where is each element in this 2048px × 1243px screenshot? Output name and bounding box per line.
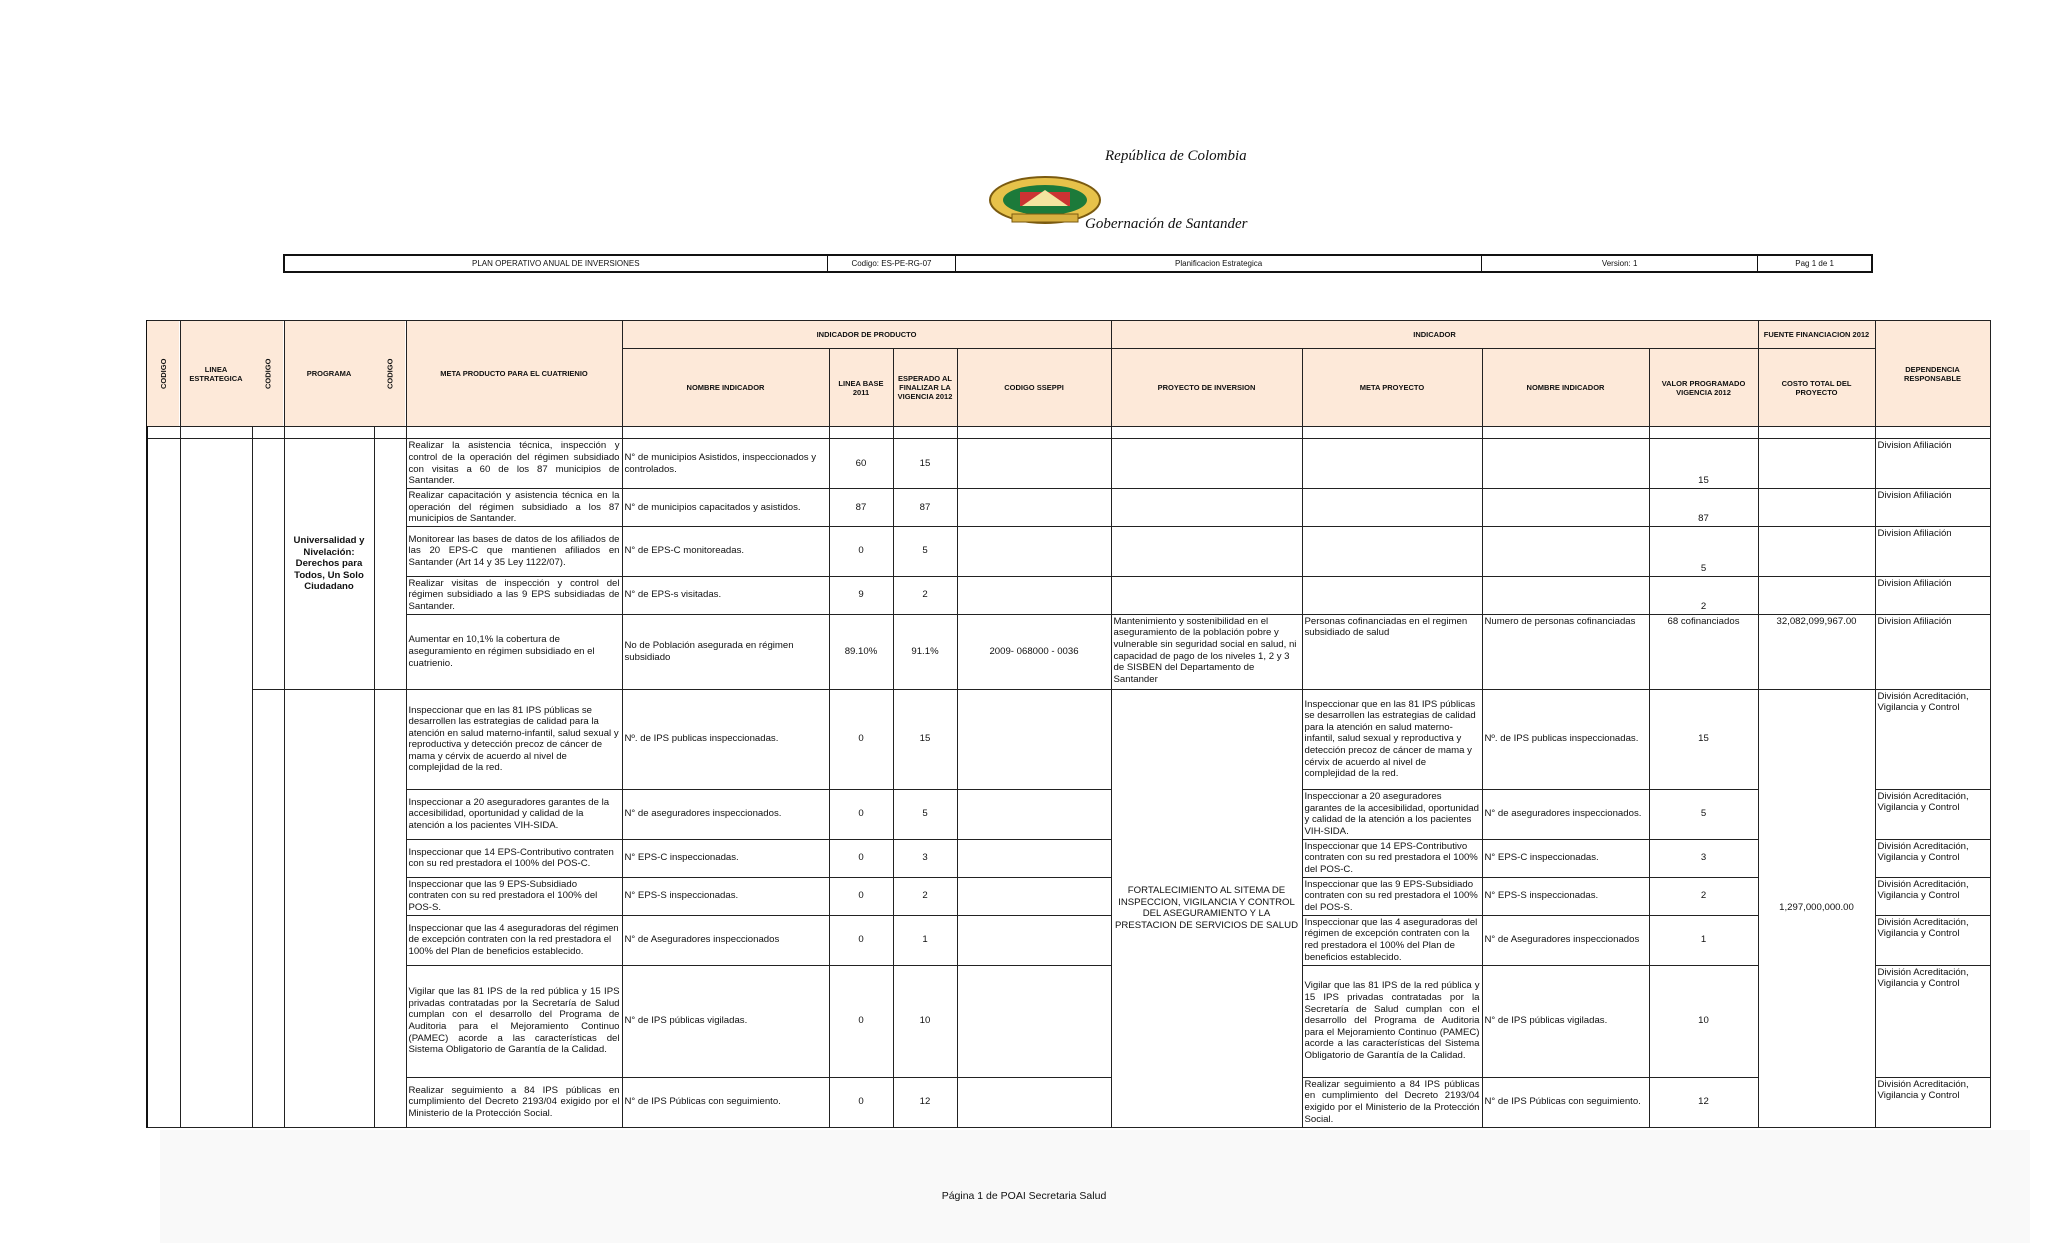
dependencia-cell: Division Afiliación: [1875, 614, 1990, 689]
meta-proyecto-cell: Personas cofinanciadas en el regimen subsidiado de salud: [1302, 614, 1482, 689]
col-linea-base: LINEA BASE 2011: [829, 349, 893, 427]
base-cell: 9: [829, 576, 893, 614]
plan-area: Planificacion Estrategica: [956, 256, 1482, 271]
programa-cell: [284, 689, 374, 1127]
esperado-cell: 2: [893, 877, 957, 915]
dependencia-cell: Division Afiliación: [1875, 526, 1990, 576]
meta-proyecto-cell: Inspeccionar que 14 EPS-Contributivo contraten con su red prestadora el 100% del POS-C.: [1302, 839, 1482, 877]
base-cell: 0: [829, 839, 893, 877]
col-meta-cuatrienio: META PRODUCTO PARA EL CUATRIENIO: [406, 321, 622, 427]
meta-cell: Inspeccionar que las 9 EPS-Subsidiado contraten con su red prestadora el 100% del POS-S.: [406, 877, 622, 915]
table-row: [147, 614, 1990, 689]
esperado-cell: 87: [893, 489, 957, 527]
indicador2-cell: Nº. de IPS publicas inspeccionadas.: [1482, 689, 1649, 789]
meta-cell: Inspeccionar a 20 aseguradores garantes de la accesibilidad, oportunidad y calidad de la atención a los pacientes VIH-SIDA.: [406, 789, 622, 839]
esperado-cell: 10: [893, 965, 957, 1077]
base-cell: 0: [829, 915, 893, 965]
dependencia-cell: División Acreditación, Vigilancia y Control: [1875, 1077, 1990, 1127]
esperado-cell: 3: [893, 839, 957, 877]
indicador-cell: N° de EPS-C monitoreadas.: [622, 526, 829, 576]
poai-table: [146, 320, 1991, 1128]
col-codigo-sseppi: CODIGO SSEPPI: [957, 349, 1111, 427]
meta-proyecto-cell: Vigilar que las 81 IPS de la red pública y 15 IPS privadas contratadas por la Secretaría de Salud cumplan con el desarrollo del Programa de Auditoria para el Mejoramiento Continuo (PAMEC) acorde a las características del Sistema Obligatorio de Garantía de la Calidad.: [1302, 965, 1482, 1077]
valor-cell: 1: [1649, 915, 1758, 965]
page-footer: Página 1 de POAI Secretaria Salud: [941, 1190, 1107, 1202]
meta-proyecto-cell: Inspeccionar que las 4 aseguradoras del régimen de excepción contraten con la red prestadora el 100% del Plan de beneficios establecido.: [1302, 915, 1482, 965]
col-programa: PROGRAMA: [284, 321, 374, 427]
meta-cell: Vigilar que las 81 IPS de la red pública y 15 IPS privadas contratadas por la Secretaría de Salud cumplan con el desarrollo del Programa de Auditoria para el Mejoramiento Continuo (PAMEC) acorde a las características del Sistema Obligatorio de Garantía de la Calidad.: [406, 965, 622, 1077]
col-nombre-indicador: NOMBRE INDICADOR: [622, 349, 829, 427]
esperado-cell: 5: [893, 526, 957, 576]
valor-cell: 15: [1649, 689, 1758, 789]
indicador2-cell: N° EPS-S inspeccionadas.: [1482, 877, 1649, 915]
valor-cell: 68 cofinanciados: [1649, 614, 1758, 689]
table-row: [147, 789, 1990, 839]
table-row: [147, 576, 1990, 614]
table-row: [147, 915, 1990, 965]
indicador2-cell: N° EPS-C inspeccionadas.: [1482, 839, 1649, 877]
base-cell: 60: [829, 439, 893, 489]
table-row: [147, 1077, 1990, 1127]
group-fuente: FUENTE FINANCIACION 2012: [1758, 321, 1875, 349]
meta-cell: Realizar la asistencia técnica, inspección y control de la operación del régimen subsidiado con visitas a 60 de los 87 municipios de Santander.: [406, 439, 622, 489]
meta-proyecto-cell: Realizar seguimiento a 84 IPS públicas en cumplimiento del Decreto 2193/04 exigido por el Ministerio de la Protección Social.: [1302, 1077, 1482, 1127]
plan-page: Pag 1 de 1: [1795, 259, 1834, 268]
group-indicador-producto: INDICADOR DE PRODUCTO: [622, 321, 1111, 349]
group-indicador: INDICADOR: [1111, 321, 1758, 349]
base-cell: 0: [829, 526, 893, 576]
indicador2-cell: N° de IPS públicas vigiladas.: [1482, 965, 1649, 1077]
meta-cell: Aumentar en 10,1% la cobertura de aseguramiento en régimen subsidiado en el cuatrienio.: [406, 614, 622, 689]
col-nombre-indicador-2: NOMBRE INDICADOR: [1482, 349, 1649, 427]
sseppi-cell: [957, 689, 1111, 789]
indicador-cell: N° de aseguradores inspeccionados.: [622, 789, 829, 839]
base-cell: 87: [829, 489, 893, 527]
indicador-cell: N° EPS-S inspeccionadas.: [622, 877, 829, 915]
col-proyecto: PROYECTO DE INVERSION: [1111, 349, 1302, 427]
costo-cell: 1,297,000,000.00: [1758, 689, 1875, 1127]
esperado-cell: 91.1%: [893, 614, 957, 689]
codigo3-cell: [374, 689, 406, 1127]
indicador2-cell: N° de aseguradores inspeccionados.: [1482, 789, 1649, 839]
programa-cell: Universalidad y Nivelación: Derechos para Todos, Un Solo Ciudadano: [284, 439, 374, 690]
col-esperado: ESPERADO AL FINALIZAR LA VIGENCIA 2012: [893, 349, 957, 427]
valor-cell: 10: [1649, 965, 1758, 1077]
indicador-cell: N° de IPS Públicas con seguimiento.: [622, 1077, 829, 1127]
col-dependencia: DEPENDENCIA RESPONSABLE: [1875, 321, 1990, 427]
col-codigo-1: CODIGO: [147, 321, 180, 427]
base-cell: 89.10%: [829, 614, 893, 689]
meta-cell: Realizar seguimiento a 84 IPS públicas en cumplimiento del Decreto 2193/04 exigido por el Ministerio de la Protección Social.: [406, 1077, 622, 1127]
dependencia-cell: División Acreditación, Vigilancia y Control: [1875, 789, 1990, 839]
costo-cell: 32,082,099,967.00: [1758, 614, 1875, 689]
col-linea: LINEA ESTRATEGICA: [180, 321, 252, 427]
meta-cell: Inspeccionar que 14 EPS-Contributivo contraten con su red prestadora el 100% del POS-C.: [406, 839, 622, 877]
linea-cell: [180, 439, 252, 1128]
dependencia-cell: Division Afiliación: [1875, 489, 1990, 527]
plan-info-bar: [283, 254, 1873, 273]
base-cell: 0: [829, 1077, 893, 1127]
col-meta-proyecto: META PROYECTO: [1302, 349, 1482, 427]
col-codigo-3: CODIGO: [374, 321, 406, 427]
base-cell: 0: [829, 877, 893, 915]
plan-title: PLAN OPERATIVO ANUAL DE INVERSIONES: [285, 256, 828, 271]
indicador2-cell: N° de IPS Públicas con seguimiento.: [1482, 1077, 1649, 1127]
esperado-cell: 2: [893, 576, 957, 614]
table-row: [147, 526, 1990, 576]
dependencia-cell: División Acreditación, Vigilancia y Control: [1875, 877, 1990, 915]
base-cell: 0: [829, 965, 893, 1077]
indicador-cell: N° de EPS-s visitadas.: [622, 576, 829, 614]
codigo-cell: [147, 439, 180, 1128]
table-row: [147, 689, 1990, 789]
indicador-cell: N° de Aseguradores inspeccionados: [622, 915, 829, 965]
dependencia-cell: Division Afiliación: [1875, 439, 1990, 489]
meta-cell: Realizar capacitación y asistencia técnica en la operación del régimen subsidiado a los 87 municipios de Santander.: [406, 489, 622, 527]
valor-cell: 15: [1649, 439, 1758, 489]
col-costo: COSTO TOTAL DEL PROYECTO: [1758, 349, 1875, 427]
table-row: [147, 489, 1990, 527]
valor-cell: 5: [1649, 789, 1758, 839]
codigo3-cell: [374, 439, 406, 690]
esperado-cell: 5: [893, 789, 957, 839]
dependencia-cell: División Acreditación, Vigilancia y Control: [1875, 689, 1990, 789]
indicador-cell: Nº. de IPS publicas inspeccionadas.: [622, 689, 829, 789]
dependencia-cell: División Acreditación, Vigilancia y Control: [1875, 839, 1990, 877]
valor-cell: 2: [1649, 576, 1758, 614]
meta-cell: Inspeccionar que en las 81 IPS públicas se desarrollen las estrategias de calidad para la atención en salud materno-infantil, salud sexual y reproductiva y detección precoz de cáncer de mama y cérvix de acuerdo al nivel de complejidad de la red.: [406, 689, 622, 789]
valor-cell: 5: [1649, 526, 1758, 576]
base-cell: 0: [829, 689, 893, 789]
page-bottom-band: [160, 1130, 2030, 1243]
col-valor: VALOR PROGRAMADO VIGENCIA 2012: [1649, 349, 1758, 427]
spacer-row: [147, 427, 1990, 439]
dependencia-cell: División Acreditación, Vigilancia y Control: [1875, 915, 1990, 965]
dependencia-cell: Division Afiliación: [1875, 576, 1990, 614]
valor-cell: 87: [1649, 489, 1758, 527]
base-cell: 0: [829, 789, 893, 839]
valor-cell: 12: [1649, 1077, 1758, 1127]
indicador-cell: N° de municipios capacitados y asistidos.: [622, 489, 829, 527]
meta-cell: Inspeccionar que las 4 aseguradoras del régimen de excepción contraten con la red prestadora el 100% del Plan de beneficios establecido.: [406, 915, 622, 965]
table-row: [147, 839, 1990, 877]
sseppi-cell: 2009- 068000 - 0036: [957, 614, 1111, 689]
table-row: [147, 877, 1990, 915]
plan-code: Codigo: ES-PE-RG-07: [828, 256, 957, 271]
indicador-cell: N° de municipios Asistidos, inspeccionados y controlados.: [622, 439, 829, 489]
codigo2-cell: [252, 439, 284, 690]
meta-proyecto-cell: Inspeccionar que en las 81 IPS públicas se desarrollen las estrategias de calidad para la atención en salud materno-infantil, salud sexual y reproductiva y detección precoz de cáncer de mama y cérvix de acuerdo al nivel de complejidad de la red.: [1302, 689, 1482, 789]
meta-proyecto-cell: Inspeccionar a 20 aseguradores garantes de la accesibilidad, oportunidad y calidad de la atención a los pacientes VIH-SIDA.: [1302, 789, 1482, 839]
indicador2-cell: N° de Aseguradores inspeccionados: [1482, 915, 1649, 965]
table-row: [147, 439, 1990, 489]
government-signature: Gobernación de Santander: [1085, 216, 1248, 232]
esperado-cell: 1: [893, 915, 957, 965]
esperado-cell: 15: [893, 439, 957, 489]
meta-proyecto-cell: Inspeccionar que las 9 EPS-Subsidiado contraten con su red prestadora el 100% del POS-S.: [1302, 877, 1482, 915]
col-codigo-2: CODIGO: [252, 321, 284, 427]
plan-version: Version: 1: [1482, 256, 1758, 271]
indicador2-cell: Numero de personas cofinanciadas: [1482, 614, 1649, 689]
proyecto-cell: Mantenimiento y sostenibilidad en el aseguramiento de la población pobre y vulnerable sin seguridad social en salud, ni capacidad de pago de los niveles 1, 2 y 3 de SISBEN del Departamento de Santander: [1111, 614, 1302, 689]
proyecto-cell: FORTALECIMIENTO AL SITEMA DE INSPECCION, VIGILANCIA Y CONTROL DEL ASEGURAMIENTO Y LA PRESTACION DE SERVICIOS DE SALUD: [1111, 689, 1302, 1127]
indicador-cell: N° de IPS públicas vigiladas.: [622, 965, 829, 1077]
valor-cell: 3: [1649, 839, 1758, 877]
table-row: [147, 965, 1990, 1077]
meta-cell: Monitorear las bases de datos de los afiliados de las 20 EPS-C que mantienen afiliados en Santander (Art 14 y 35 Ley 1122/07).: [406, 526, 622, 576]
codigo2-cell: [252, 689, 284, 1127]
dependencia-cell: División Acreditación, Vigilancia y Control: [1875, 965, 1990, 1077]
republic-signature: República de Colombia: [1105, 148, 1247, 164]
esperado-cell: 15: [893, 689, 957, 789]
meta-cell: Realizar visitas de inspección y control del régimen subsidiado a las 9 EPS subsidiadas de Santander.: [406, 576, 622, 614]
indicador-cell: N° EPS-C inspeccionadas.: [622, 839, 829, 877]
valor-cell: 2: [1649, 877, 1758, 915]
esperado-cell: 12: [893, 1077, 957, 1127]
indicador-cell: No de Población asegurada en régimen subsidiado: [622, 614, 829, 689]
